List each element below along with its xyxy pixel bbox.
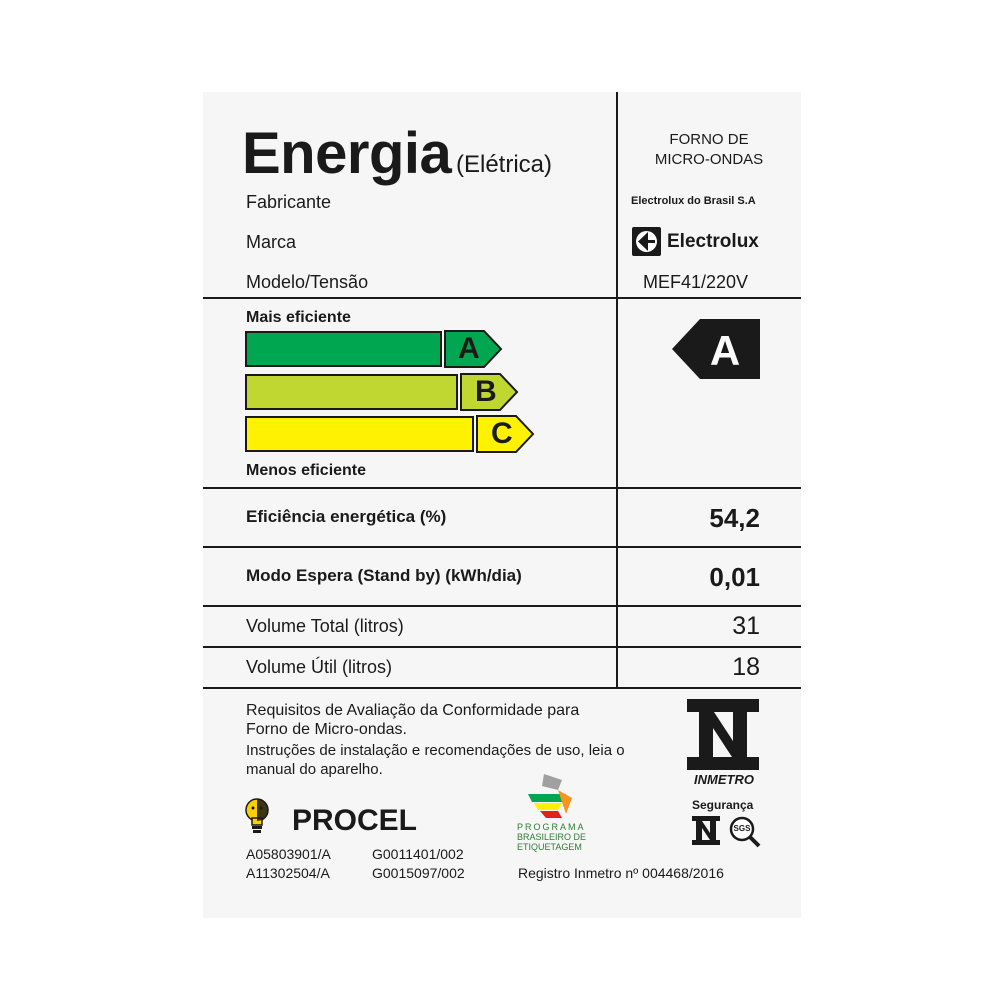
label-subtitle: (Elétrica) — [456, 151, 553, 178]
label-title: Energia — [242, 121, 452, 186]
seguranca-text: Segurança — [692, 798, 754, 812]
instrucoes-line2: manual do aparelho. — [246, 761, 383, 778]
volume-total-value: 31 — [732, 612, 760, 640]
requisitos-line2: Forno de Micro-ondas. — [246, 721, 407, 738]
eficiencia-label: Eficiência energética (%) — [246, 507, 447, 526]
divider-6 — [203, 687, 801, 689]
code-4: G0015097/002 — [372, 865, 465, 881]
sgs-text: SGS — [733, 824, 751, 833]
pbe-line2: BRASILEIRO DE — [517, 832, 587, 842]
modelo-label: Modelo/Tensão — [246, 272, 369, 292]
divider-3 — [203, 546, 801, 548]
pbe-logo-icon — [528, 772, 580, 822]
eficiencia-value: 54,2 — [709, 503, 760, 533]
fabricante-label: Fabricante — [246, 192, 332, 212]
scale-divider — [616, 298, 618, 488]
menos-eficiente-label: Menos eficiente — [246, 462, 367, 479]
code-1: A05803901/A — [246, 846, 331, 862]
scale-letter-b: B — [475, 375, 497, 408]
volume-util-value: 18 — [732, 653, 760, 681]
standby-value: 0,01 — [709, 562, 760, 592]
requisitos-line1: Requisitos de Avaliação da Conformidade para — [246, 702, 580, 719]
fabricante-value: Electrolux do Brasil S.A — [631, 195, 756, 207]
scale-bar-a — [245, 331, 442, 367]
scale-bar-b — [245, 374, 458, 410]
pbe-line1: PROGRAMA — [517, 822, 586, 832]
procel-text: PROCEL — [292, 804, 418, 837]
registro-text: Registro Inmetro nº 004468/2016 — [518, 865, 724, 881]
inmetro-logo-icon — [687, 699, 761, 771]
divider-2 — [203, 487, 801, 489]
divider-4 — [203, 605, 801, 607]
standby-label: Modo Espera (Stand by) (kWh/dia) — [246, 566, 522, 585]
scale-letter-c: C — [491, 417, 513, 450]
procel-bulb-icon — [244, 798, 272, 838]
volume-util-label: Volume Útil (litros) — [246, 657, 393, 677]
scale-bar-c — [245, 416, 474, 452]
modelo-value: MEF41/220V — [643, 272, 749, 292]
rating-letter: A — [709, 327, 741, 374]
volume-total-label: Volume Total (litros) — [246, 616, 404, 636]
pbe-line3: ETIQUETAGEM — [517, 842, 582, 852]
divider-5 — [203, 646, 801, 648]
header-divider — [616, 92, 618, 298]
electrolux-emblem-icon — [631, 226, 662, 257]
divider-1 — [203, 297, 801, 299]
inmetro-text: INMETRO — [694, 772, 754, 787]
code-2: G0011401/002 — [372, 846, 464, 862]
seguranca-inmetro-icon — [692, 816, 722, 846]
marca-label: Marca — [246, 232, 297, 252]
code-3: A11302504/A — [246, 865, 330, 881]
scale-letter-a: A — [458, 332, 480, 365]
product-type-line1: FORNO DE — [669, 131, 749, 148]
product-type-line2: MICRO-ONDAS — [654, 151, 764, 168]
marca-value: Electrolux — [667, 231, 759, 252]
instrucoes-line1: Instruções de instalação e recomendações de uso, leia o — [246, 742, 625, 759]
mais-eficiente-label: Mais eficiente — [246, 309, 351, 326]
electrolux-logo — [631, 226, 771, 258]
